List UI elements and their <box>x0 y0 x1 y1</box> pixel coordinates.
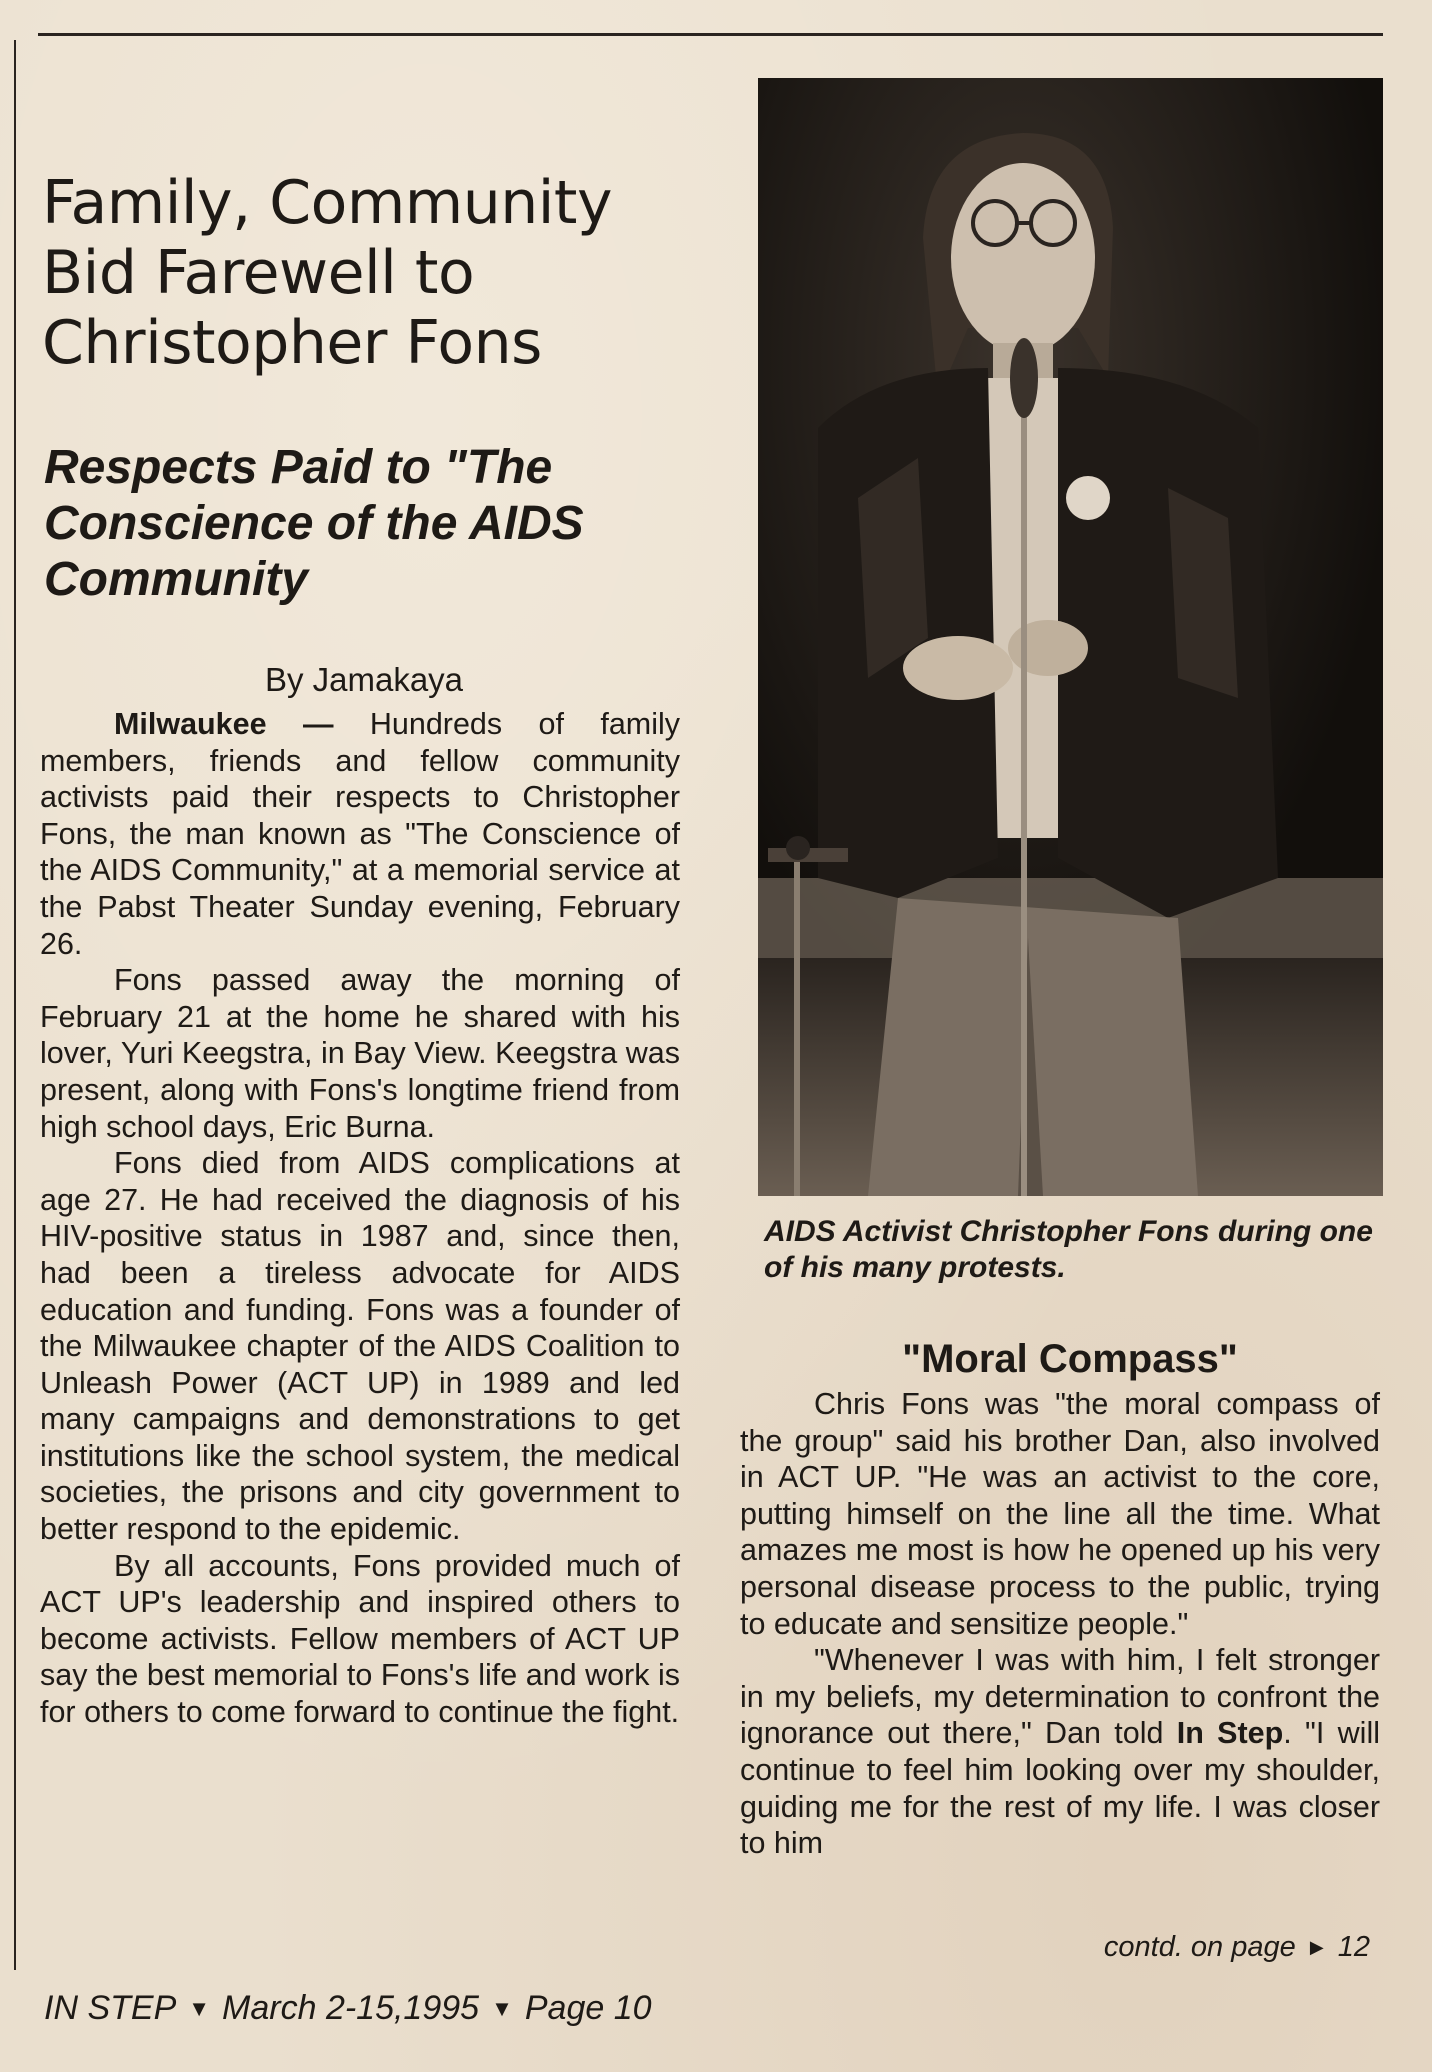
article-paragraph-4: By all accounts, Fons provided much of ACT UP's leadership and inspired others to become activists. Fellow members of ACT UP say the best memorial to Fons's life and work is for others to come forward to continue the fight. <box>40 1548 680 1730</box>
sidebar-paragraph-2-rest: . "I will continue to feel him looking over my shoulder, guiding me for the rest of my life. I was closer to him <box>740 1716 1380 1861</box>
triangle-down-icon: ▼ <box>188 1996 211 2021</box>
paragraph-1-text: Hundreds of family members, friends and fellow community activists paid their respects to Christopher Fons, the man known as "The Conscience of the AIDS Community," at a memorial service at the Pabst Theater Sunday evening, February 26. <box>40 707 680 961</box>
article-paragraph-1 <box>40 706 680 962</box>
photo-caption: AIDS Activist Christopher Fons during one of his many protests. <box>764 1215 1373 1284</box>
photo-illustration <box>758 78 1383 1196</box>
continued-page: 12 <box>1337 1931 1370 1963</box>
article-body <box>40 706 680 1731</box>
continued-note <box>1000 1930 1370 1964</box>
left-column-rule <box>14 40 16 1970</box>
article-paragraph-2: Fons passed away the morning of February 21 at the home he shared with his lover, Yuri Keegstra, in Bay View. Keegstra was present, along with Fons's longtime friend from high school days, Eric Burna. <box>40 963 680 1144</box>
article-paragraph-3: Fons died from AIDS complications at age 27. He had received the diagnosis of his HIV-positive status in 1987 and, since then, had been a tireless advocate for AIDS education and funding. Fons was a founder of the Milwaukee chapter of the AIDS Coalition to Unleash Power (ACT UP) in 1989 and led many campaigns and demonstrations to get institutions like the school system, the medical societies, the prisons and city government to better respond to the epidemic. <box>40 1146 680 1547</box>
footer-publication: IN STEP <box>44 1989 177 2027</box>
sidebar-paragraph-1: Chris Fons was "the moral compass of the group" said his brother Dan, also involved in ACT UP. "He was an activist to the core, putting himself on the line all the time. What amazes me most is how he opened up his very personal disease process to the public, trying to educate and sensitize people." <box>740 1387 1380 1641</box>
activist-photo <box>758 78 1383 1196</box>
subheadline: Respects Paid to "The Conscience of the AIDS Community <box>44 441 584 606</box>
byline: By Jamakaya <box>264 661 464 698</box>
sidebar-body <box>740 1386 1380 1862</box>
sidebar-paragraph-2 <box>740 1642 1380 1862</box>
headline: Family, Community Bid Farewell to Christopher Fons <box>42 168 612 378</box>
page-footer <box>44 1988 652 2029</box>
publication-name: In Step <box>1176 1716 1284 1751</box>
arrow-right-icon: ▶ <box>1309 1937 1324 1957</box>
footer-page: Page 10 <box>524 1989 652 2027</box>
top-rule <box>38 33 1383 36</box>
dateline: Milwaukee — <box>114 707 334 741</box>
footer-date: March 2-15,1995 <box>222 1989 480 2027</box>
section-heading: "Moral Compass" <box>902 1337 1238 1381</box>
sidebar-paragraph-2-lead: "Whenever I was with him, I felt stronger in my beliefs, my determination to confront the ignorance out there," Dan told <box>740 1643 1380 1751</box>
continued-label: contd. on page <box>1103 1931 1296 1963</box>
triangle-down-icon: ▼ <box>491 1996 513 2021</box>
